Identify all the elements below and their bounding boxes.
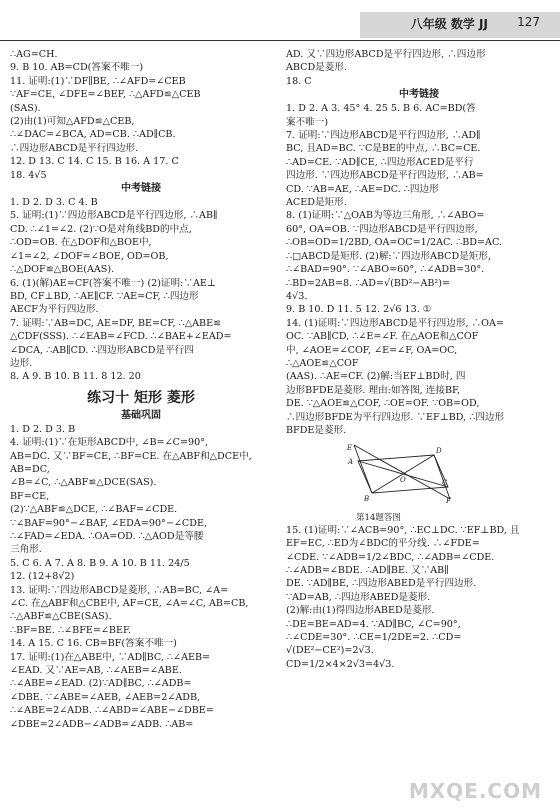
answer-line: ∴□ABCD是矩形. (2)解:∵四边形ABCD是矩形, <box>286 250 492 262</box>
page-header <box>0 0 560 41</box>
answer-line: (2)解:由(1)得四边形ABED是菱形. <box>286 605 435 617</box>
answer-line: 4√3. <box>286 290 308 302</box>
label-d: D <box>436 447 442 456</box>
answer-line: 13. 证明:∵四边形ABCD是菱形, ∴AB=BC, ∠A= <box>10 584 229 596</box>
answer-line: BF=CE, <box>10 490 50 502</box>
page-number: 127 <box>517 15 540 29</box>
answer-line: 5. C 6. A 7. A 8. B 9. A 10. B 11. 24/5 <box>10 557 190 569</box>
answer-line: 12. D 13. C 14. C 15. B 16. A 17. C <box>10 156 179 168</box>
answer-line: ∠DBE. ∵∠ABE=∠AEB, ∠AEB=2∠ADB, <box>10 691 201 703</box>
answer-line: 15. (1)证明:∵∠ACB=90°, ∴EC⊥DC. ∵EF⊥BD, 且 <box>286 524 520 536</box>
figure-14-diagram <box>346 443 456 503</box>
answer-line: ∴OB=OD=1/2BD, OA=OC=1/2AC. ∴BD=AC. <box>286 237 502 249</box>
answer-line: 边形. <box>10 357 33 369</box>
line-eb <box>354 445 372 493</box>
answer-line: ∠CDE. ∵∠ADB=1/2∠BDC, ∴∠ADB=∠CDE. <box>286 551 495 563</box>
answer-line: (SAS). <box>10 102 41 114</box>
answer-line: OC. ∵AB∥CD, ∴∠E=∠F. 在△AOE和△COF <box>286 331 479 343</box>
answer-line: ∠C. 在△ABF和△CBE中, AF=CE, ∠A=∠C, AB=CB, <box>10 598 249 610</box>
answer-line: 7. 证明:∵四边形ABCD是平行四边形, ∴AD∥ <box>286 130 481 142</box>
answer-line: 5. 证明:(1)∵四边形ABCD是平行四边形, ∴AB∥ <box>10 210 218 222</box>
answer-line: ∴BF=BE. ∴∠BFE=∠BEF. <box>10 624 132 636</box>
answer-line: 17. 证明:(1)在△ABE中, ∵AD∥BC, ∴∠AEB= <box>10 651 211 663</box>
answer-line: BFDE是菱形. <box>286 424 347 436</box>
answer-line: 4. 证明:(1)∵在矩形ABCD中, ∠B=∠C=90°, <box>10 437 209 449</box>
answer-line: ABCD是菱形. <box>286 62 348 74</box>
answer-line: △CDF(SSS). ∴∠EAB=∠FCD. ∴∠BAE+∠EAD= <box>10 331 232 343</box>
answer-line: AD. 又∵四边形ABCD是平行四边形, ∴四边形 <box>286 49 486 60</box>
answer-line: 边形BFDE是菱形. 理由:如答图, 连接BF, <box>286 384 461 396</box>
answer-line: ACED是矩形. <box>286 197 347 209</box>
answer-line: ∴△ABF≌△CBE(SAS). <box>10 611 112 623</box>
answer-line: 6. (1)(解)AE=CF(答案不唯一) (2)证明:∵AE⊥ <box>10 277 216 289</box>
answer-line: ∴BD=2AB=8. ∴AD=√(BD²−AB²)= <box>286 277 451 289</box>
answer-line: ∴OD=OB. 在△DOF和△BOE中, <box>10 237 152 249</box>
answer-line: 9. B 10. D 11. 5 12. 2√6 13. ① <box>286 304 432 316</box>
answer-line: 三角形. <box>10 544 42 556</box>
watermark-logo: MXQE.COM <box>408 779 542 803</box>
section-heading: 基础巩固 <box>121 409 161 421</box>
answer-line: ∴∠BAD=90°. ∵∠ABO=60°, ∴∠ADB=30°. <box>286 264 485 276</box>
answer-line: (2)∵△ABF≌△DCE, ∴∠BAF=∠CDE. <box>10 504 178 516</box>
label-c: C <box>442 479 448 488</box>
answer-line: √(DE²−CE²)=2√3. <box>286 645 374 657</box>
answer-line: AB=DC, <box>10 463 50 475</box>
section-heading: 中考链接 <box>399 89 439 101</box>
answer-line: CD. ∴∠1=∠2. (2)∵O是对角线BD的中点, <box>10 223 192 235</box>
answer-line: ∴四边形ABCD是平行四边形. <box>10 142 139 154</box>
answer-line: ∴△DOF≌△BOE(AAS). <box>10 264 115 276</box>
answer-line: 案不唯一) <box>286 116 329 128</box>
answer-line: ∵AF=CE, ∠DFE=∠BEF, ∴△AFD≌△CEB <box>10 89 201 101</box>
answer-line: ∴∠ADB=∠BDE. ∴AD∥BE. 又∵AB∥ <box>286 565 449 576</box>
answer-line: 1. D 2. D 3. B <box>10 423 76 435</box>
chapter-title: 练习十 矩形 菱形 <box>87 389 195 406</box>
answer-line: ∴∠CDE=30°. ∴CE=1/2DE=2. ∴CD= <box>286 632 462 644</box>
answer-line: CD=1/2×4×2√3=4√3. <box>286 658 395 670</box>
answer-line: 14. A 15. C 16. CB=BF(答案不唯一) <box>10 638 177 650</box>
label-o: O <box>400 476 406 485</box>
answer-line: CD. ∵AB=AE, ∴AE=DC. ∴四边形 <box>286 183 439 195</box>
line-df <box>434 455 450 499</box>
answer-line: 12. (12+8√2) <box>10 571 75 583</box>
answer-line: 18. C <box>286 75 312 87</box>
right-column <box>286 48 552 671</box>
answer-line: 8. A 9. B 10. B 11. 8 12. 20 <box>10 371 141 383</box>
answer-line: DE. ∵△AOE≌△COF, ∴OE=OF. ∵OB=OD, <box>286 398 480 410</box>
answer-line: 1. D 2. D 3. C 4. B <box>10 197 98 209</box>
answer-line: (AAS). ∴AE=CF. (2)解:当EF⊥BD时, 四 <box>286 371 466 383</box>
answer-line: 9. B 10. AB=CD(答案不唯一) <box>10 62 144 74</box>
answer-line: AECF为平行四边形. <box>10 304 99 316</box>
answer-line: 四边形. ∵四边形ABCD是平行四边形, ∴AB= <box>286 170 484 182</box>
answer-line: 7. 证明:∵AB=DC, AE=DF, BE=CF, ∴△ABE≌ <box>10 317 222 329</box>
answer-line: 60°, OA=OB. ∵四边形ABCD是平行四边形, <box>286 223 478 235</box>
answer-line: ∴∠ABE=2∠ADB. ∴∠ABD=∠ABE−∠DBE= <box>10 705 214 717</box>
answer-line: ∠DBE=2∠ADB−∠ADB=∠ADB. ∴AB= <box>10 718 194 730</box>
label-b: B <box>364 495 370 504</box>
answer-line: ∴△AOE≌△COF <box>286 357 359 369</box>
answer-line: 18. 4√5 <box>10 169 47 181</box>
answer-line: ∵∠BAF=90°−∠BAF, ∠EDA=90°−∠CDE, <box>10 517 208 529</box>
answer-line: 14. (1)证明:∵四边形ABCD是平行四边形, ∴OA= <box>286 317 504 329</box>
label-a: A <box>348 458 354 467</box>
header-title: 八年级 数学 JJ <box>410 17 488 31</box>
answer-line: ∴AD=CE. ∵AD∥CE, ∴四边形ACED是平行 <box>286 156 474 168</box>
answer-line: ∴DE=BE=AD=4. ∵AD∥BC, ∠C=90°, <box>286 618 461 630</box>
answer-line: AB=DC. 又∵BF=CE, ∴BF=CE. 在△ABF和△DCE中, <box>10 450 252 462</box>
left-column <box>10 48 272 731</box>
label-e: E <box>347 444 353 453</box>
answer-line: 11. 证明:(1)∵DF∥BE, ∴∠AFD=∠CEB <box>10 75 186 87</box>
label-f: F <box>446 497 451 504</box>
answer-line: ∠B=∠C, ∴△ABF≌△DCE(SAS). <box>10 477 157 489</box>
answer-line: DE. ∵AD∥BE, ∴四边形ABED是平行四边形. <box>286 578 477 590</box>
answer-line: 中, ∠AOE=∠COF, ∠E=∠F, OA=OC, <box>286 344 458 356</box>
figure-caption: 第14题答图 <box>356 512 401 523</box>
answer-line: ∴∠FAD=∠EDA. ∴OA=OD. ∴△AOD是等腰 <box>10 531 204 542</box>
answer-line: ∠1=∠2, ∠DOF=∠BOE, OD=OB, <box>10 250 169 262</box>
answer-line: 1. D 2. A 3. 45° 4. 25 5. B 6. AC=BD(答 <box>286 103 476 115</box>
answer-line: ∴四边形BFDE为平行四边形. ∵EF⊥BD, ∴四边形 <box>286 411 505 423</box>
answer-line: EF=EC, ∴ED为∠BDC的平分线. ∴∠FDE= <box>286 538 480 550</box>
answer-line: ∠DCA, ∴AB∥CD. ∴四边形ABCD是平行四 <box>10 344 194 356</box>
answer-line: 8. (1)证明:∵△OAB为等边三角形, ∴∠ABO= <box>286 210 485 222</box>
answer-line: (2)由(1)可知△AFD≌△CEB, <box>10 116 135 128</box>
answer-line: ∠EAD. 又∵AE=AB, ∴∠AEB=∠ABE. <box>10 665 182 677</box>
answer-line: BD, CF⊥BD, ∴AE∥CF. ∵AE=CF, ∴四边形 <box>10 290 199 302</box>
section-heading: 中考链接 <box>121 183 161 195</box>
answer-line: ∴∠ABE=∠EAD. (2)∵AD∥BC, ∴∠ADB= <box>10 678 192 690</box>
answer-line: ∴AG=CH. <box>10 49 58 60</box>
answer-line: ∴∠DAC=∠BCA, AD=CB. ∴AD∥CB. <box>10 129 176 141</box>
answer-line: BC, 且AD=BC. ∵C是BE的中点, ∴BC=CE. <box>286 143 481 155</box>
answer-line: ∵AD=AB, ∴四边形ABED是菱形. <box>286 591 431 603</box>
